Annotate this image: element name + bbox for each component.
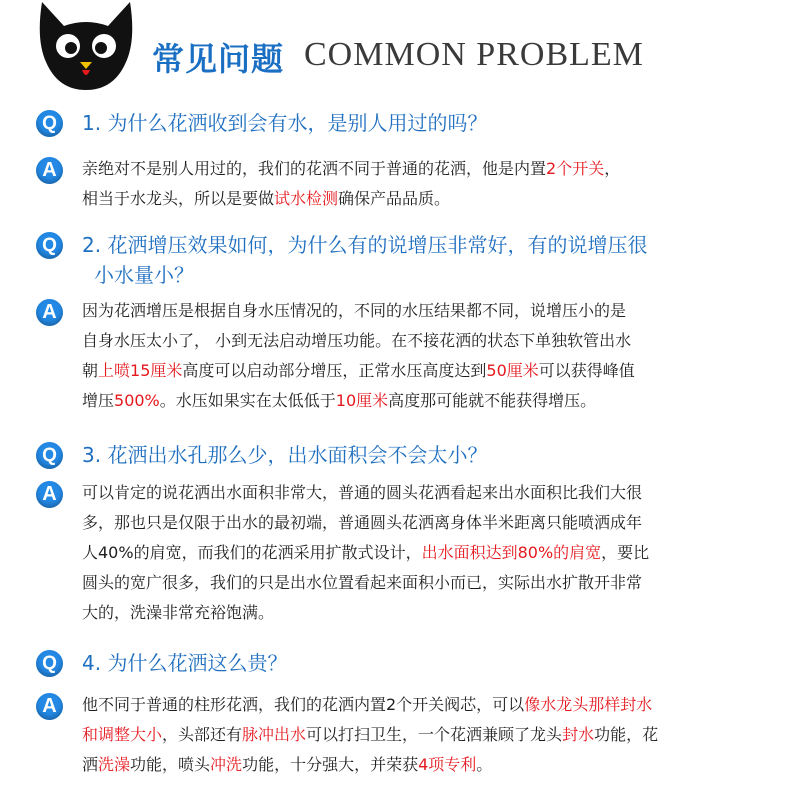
answer-text: 人40%的肩宽，而我们的花洒采用扩散式设计， <box>82 543 422 562</box>
answer-line <box>82 720 658 750</box>
answer-text: ， <box>604 159 621 178</box>
answer-text: 他不同于普通的柱形花洒，我们的花洒内置2个开关阀芯，可以 <box>82 695 525 714</box>
answer-text: 朝 <box>82 361 99 380</box>
question-badge-icon: Q <box>36 110 63 137</box>
answer-text: 洒 <box>82 755 99 774</box>
question-line: 3. 花洒出水孔那么少，出水面积会不会太小？ <box>82 443 488 467</box>
answer-badge-icon: A <box>36 693 63 720</box>
answer-badge-icon: A <box>36 481 63 508</box>
answer-line <box>82 690 658 720</box>
answer-text: 多，那也只是仅限于出水的最初端，普通圆头花洒离身体半米距离只能喷洒成年 <box>82 513 643 532</box>
answer-text: 可以获得峰值 <box>538 361 635 380</box>
answer-line <box>82 478 649 508</box>
highlight-text: 4项专利 <box>418 755 477 774</box>
answer-text: 相当于水龙头，所以是要做 <box>82 189 275 208</box>
faq-question-2 <box>82 230 647 290</box>
answer-text: 。水压如果实在太低低于 <box>159 391 336 410</box>
answer-text: 确保产品品质。 <box>338 189 451 208</box>
answer-text: ，要比 <box>601 543 650 562</box>
question-line: 1. 为什么花洒收到会有水，是别人用过的吗？ <box>82 111 488 135</box>
highlight-text: 封水 <box>562 725 595 744</box>
answer-line <box>82 538 649 568</box>
faq-answer-2 <box>82 296 635 416</box>
answer-text: 功能，十分强大，并荣获 <box>242 755 419 774</box>
answer-text: 可以肯定的说花洒出水面积非常大，普通的圆头花洒看起来出水面积比我们大很 <box>82 483 643 502</box>
question-line: 小水量小？ <box>94 263 194 287</box>
highlight-text: 试水检测 <box>274 189 339 208</box>
highlight-text: 500% <box>114 391 160 410</box>
highlight-text: 冲洗 <box>210 755 243 774</box>
highlight-text: 脉冲出水 <box>242 725 307 744</box>
answer-line <box>82 598 649 628</box>
question-badge-icon: Q <box>36 232 63 259</box>
highlight-text: 10厘米 <box>335 391 389 410</box>
page-header <box>0 0 790 100</box>
answer-text: 高度可以启动部分增压，正常水压高度达到 <box>182 361 487 380</box>
faq-answer-4 <box>82 690 658 780</box>
answer-text: 圆头的宽广很多，我们的只是出水位置看起来面积小而已，实际出水扩散开非常 <box>82 573 643 592</box>
answer-text: 大的，洗澡非常充裕饱满。 <box>82 603 275 622</box>
answer-line <box>82 326 635 356</box>
highlight-text: 50厘米 <box>486 361 539 380</box>
highlight-text: 和调整大小 <box>82 725 163 744</box>
answer-line <box>82 750 658 780</box>
highlight-text: 洗澡 <box>98 755 131 774</box>
faq-answer-1 <box>82 154 620 214</box>
answer-line <box>82 386 635 416</box>
answer-badge-icon: A <box>36 299 63 326</box>
answer-text: 功能，花 <box>594 725 659 744</box>
faq-question-1 <box>82 108 487 138</box>
faq-answer-3 <box>82 478 649 628</box>
highlight-text: 像水龙头那样封水 <box>524 695 653 714</box>
answer-line <box>82 154 620 184</box>
answer-line <box>82 184 620 214</box>
question-badge-icon: Q <box>36 650 63 677</box>
answer-line <box>82 508 649 538</box>
faq-question-4 <box>82 648 287 678</box>
page-title: 常见问题 <box>152 40 285 78</box>
answer-text: 增压 <box>82 391 115 410</box>
answer-line <box>82 568 649 598</box>
question-line: 4. 为什么花洒这么贵？ <box>82 651 288 675</box>
highlight-text: 2个开关 <box>546 159 605 178</box>
answer-text: 。 <box>476 755 493 774</box>
answer-text: 亲绝对不是别人用过的，我们的花洒不同于普通的花洒，他是内置 <box>82 159 547 178</box>
answer-line <box>82 296 635 326</box>
answer-text: 高度那可能就不能获得增压。 <box>388 391 597 410</box>
page-title-english: COMMON PROBLEM <box>304 36 644 73</box>
question-line: 2. 花洒增压效果如何，为什么有的说增压非常好，有的说增压很 <box>82 233 648 257</box>
answer-badge-icon: A <box>36 157 63 184</box>
answer-text: 可以打扫卫生，一个花洒兼顾了龙头 <box>306 725 563 744</box>
answer-text: 因为花洒增压是根据自身水压情况的，不同的水压结果都不同，说增压小的是 <box>82 301 627 320</box>
highlight-text: 上喷15厘米 <box>98 361 183 380</box>
answer-text: ，头部还有 <box>162 725 243 744</box>
answer-line <box>82 356 635 386</box>
question-badge-icon: Q <box>36 442 63 469</box>
answer-text: 自身水压太小了， 小到无法启动增压功能。在不接花洒的状态下单独软管出水 <box>82 331 632 350</box>
faq-question-3 <box>82 440 487 470</box>
answer-text: 功能，喷头 <box>130 755 211 774</box>
highlight-text: 出水面积达到80%的肩宽 <box>421 543 602 562</box>
tmall-cat-logo-icon <box>34 0 138 92</box>
